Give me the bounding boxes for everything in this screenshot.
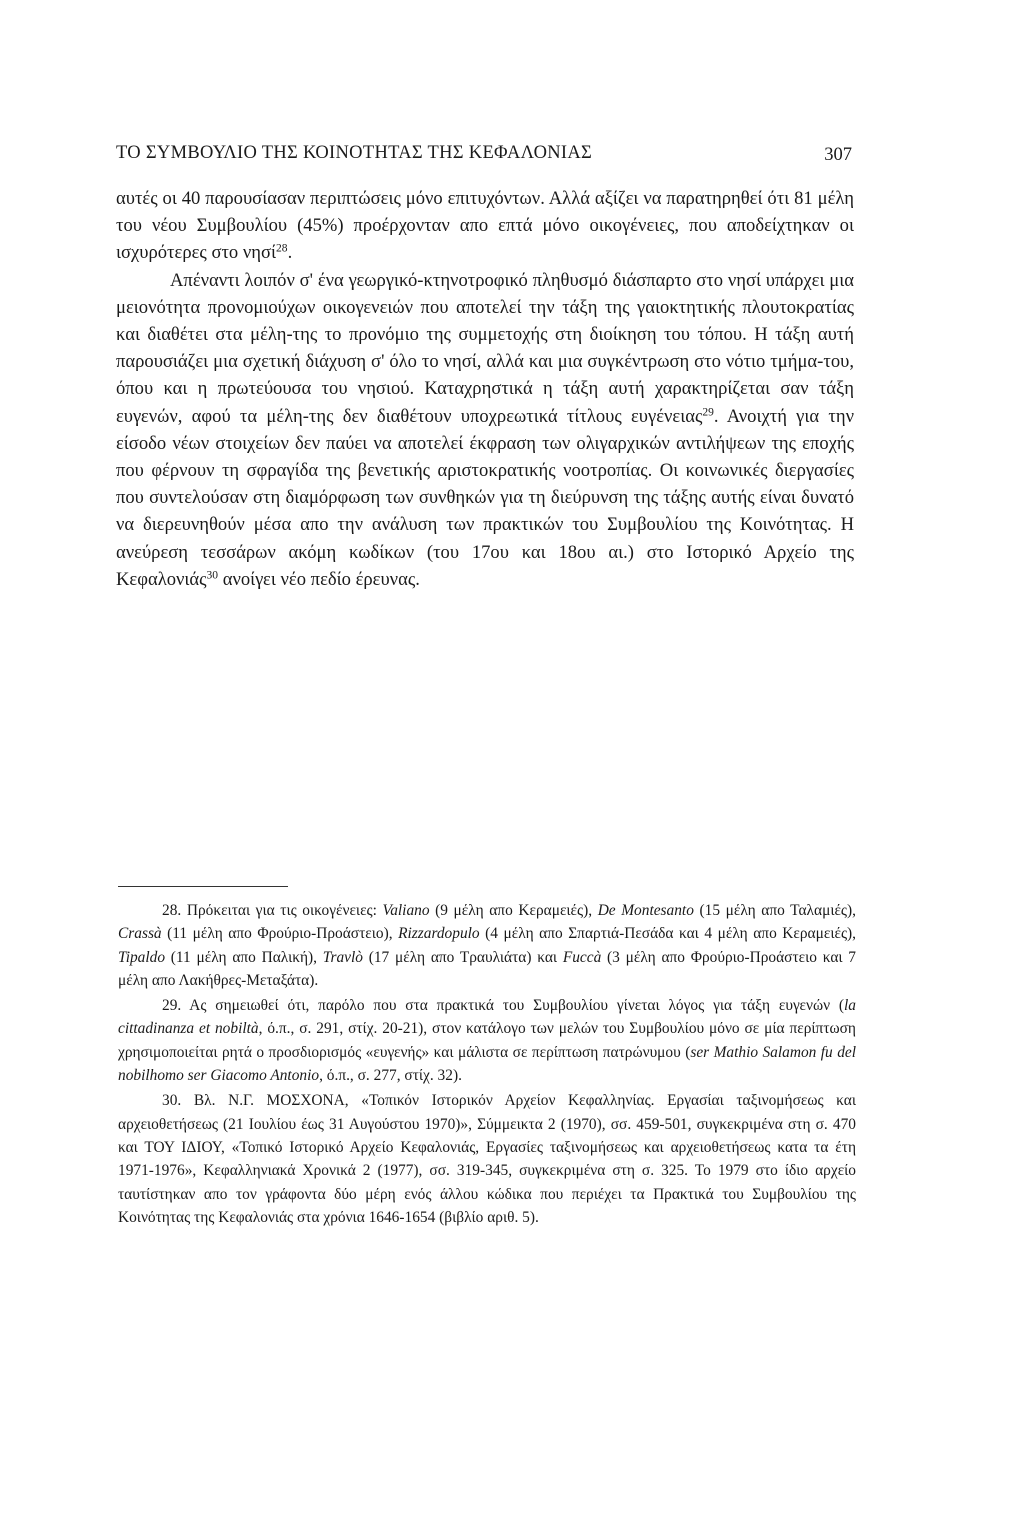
footnote-text: (3 μέλη απο Φρούριο-Προάστειο και 7 μέλη απο Λακήθρες-Μεταξάτα). — [118, 948, 856, 989]
footnote-text: (17 μέλη απο Τραυλιάτα) και — [362, 948, 563, 966]
running-header-title: ΤΟ ΣΥΜΒΟΥΛΙΟ ΤΗΣ ΚΟΙΝΟΤΗΤΑΣ ΤΗΣ ΚΕΦΑΛΟΝΙΑΣ — [116, 143, 593, 163]
footnote-28 — [118, 899, 856, 992]
footnote-separator — [118, 886, 288, 887]
main-text — [116, 185, 854, 593]
paragraph-2-text-b: . Ανοιχτή για την είσοδο νέων στοιχείων δεν παύει να αποτελεί έκφραση των ολιγαρχικών αντιλήψεων της εποχής που φέρνουν τη σφραγίδα της βενετικής αριστοκρατικής νοοτροπίας. Οι κοινωνικές διεργασίες που συντελούσαν στη διαμόρφωση των συνθηκών για τη διεύρυνση της τάξης αυτής είναι δυνατό να διερευνηθούν μέσα απο την ανάλυση των πρακτικών του Συμβουλίου της Κοινότητας. Η ανεύρεση τεσσάρων ακόμη κωδίκων (του 17ου και 18ου αι.) στο Ιστορικό Αρχείο της Κεφαλονιάς — [116, 405, 854, 590]
footnote-29 — [118, 994, 856, 1087]
footnote-text: Βλ. Ν.Γ. ΜΟΣΧΟΝΑ, «Τοπικόν Ιστορικόν Αρχείον Κεφαλληνίας. Εργασίαι ταξινομήσεως και αρχειοθετήσεως (21 Ιουλίου έως 31 Αυγούστου 1970)», Σύμμεικτα 2 (1970), σσ. 459-501, συγκεκριμένα στη σ. 470 και ΤΟΥ ΙΔΙΟΥ, «Τοπικό Ιστορικό Αρχείο Κεφαλονιάς, Εργασίες ταξινομήσεως και αρχειοθετήσεως κατα τα έτη 1971-1976», Κεφαλληνιακά Χρονικά 2 (1977), σσ. 319-345, συγκεκριμένα στη σ. 325. Το 1979 στο ίδιο αρχείο ταυτίστηκαν απο τον γράφοντα δύο μέρη ενός άλλου κώδικα που περιέχει τα Πρακτικά του Συμβουλίου της Κοινότητας της Κεφαλονιάς στα χρόνια 1646-1654 (βιβλίο αριθ. 5). — [118, 1092, 856, 1226]
paragraph-2-text-c: ανοίγει νέο πεδίο έρευνας. — [218, 568, 420, 590]
footnote-text: (11 μέλη απο Φρούριο-Προάστειο), — [161, 925, 399, 943]
family-name: Rizzardopulo — [398, 925, 480, 943]
footnote-text: , ό.π., σ. 277, στίχ. 32). — [319, 1067, 462, 1085]
footnote-ref-28: 28 — [276, 243, 288, 256]
footnote-29-number: 29. — [162, 997, 182, 1015]
paragraph-1-text: αυτές οι 40 παρουσίασαν περιπτώσεις μόνο επιτυχόντων. Αλλά αξίζει να παρατηρηθεί ότι 81 μέλη του νέου Συμβουλίου (45%) προέρχονταν απο επτά μόνο οικογένειες, που αποδείχτηκαν οι ισχυρότερες στο νησί — [116, 188, 854, 264]
footnote-text: (9 μέλη απο Κεραμειές), — [429, 902, 598, 919]
footnote-text: (11 μέλη απο Παλική), — [165, 948, 323, 966]
footnote-text: , ό.π., σ. 291, στίχ. 20-21), στον κατάλογο των μελών του Συμβουλίου μόνο σε μία περίπτωση χρησιμοποιείται ρητά ο προσδιορισμός «ευγενής» και μάλιστα σε περίπτωση πατρώνυμου ( — [118, 1020, 856, 1061]
family-name: Fuccà — [562, 948, 602, 966]
family-name: Tipaldo — [118, 948, 166, 966]
footnotes — [118, 899, 856, 1229]
paragraph-2 — [116, 267, 854, 593]
paragraph-1-tail: . — [287, 242, 293, 264]
footnote-text: Πρόκειται για τις οικογένειες: — [181, 902, 383, 919]
footnote-ref-30: 30 — [206, 569, 219, 582]
family-name: Valiano — [382, 902, 430, 919]
paragraph-2-text-a: Απέναντι λοιπόν σ' ένα γεωργικό-κτηνοτροφικό πληθυσμό διάσπαρτο στο νησί υπάρχει μια μειονότητα προνομιούχων οικογενειών που αποτελεί την τάξη της γαιοκτητικής πλουτοκρατίας και διαθέτει στα μέλη-της το προνόμιο της συμμετοχής στη διοίκηση του τόπου. Η τάξη αυτή παρουσιάζει μια σχετική διάχυση σ' όλο το νησί, αλλά και μια συγκέντρωση στο νότιο τμήμα-του, όπου και η πρωτεύουσα του νησιού. Καταχρηστικά η τάξη αυτή χαρακτηρίζεται σαν τάξη ευγενών, αφού τα μέλη-της δεν διαθέτουν υποχρεωτικά τίτλους ευγένειας — [116, 269, 854, 427]
quoted-phrase: la cittadinanza et nobiltà — [118, 997, 856, 1038]
paragraph-1 — [116, 185, 854, 267]
footnote-28-number: 28. — [162, 902, 182, 919]
footnote-30-number: 30. — [162, 1092, 182, 1110]
footnote-ref-29: 29 — [702, 406, 714, 419]
page-number: 307 — [824, 145, 852, 165]
family-name: Crassà — [118, 925, 162, 943]
quoted-phrase: ser Mathio Salamon fu del nobilhomo ser Giacomo Antonio — [118, 1043, 856, 1085]
family-name: De Montesanto — [597, 902, 694, 919]
footnote-30 — [118, 1089, 856, 1229]
footnote-text: (15 μέλη απο Ταλαμιές), — [693, 902, 857, 919]
footnote-text: (4 μέλη απο Σπαρτιά-Πεσάδα και 4 μέλη απο Κεραμειές), — [479, 925, 857, 943]
footnote-text: Ας σημειωθεί ότι, παρόλο που στα πρακτικά του Συμβουλίου γίνεται λόγος για τάξη ευγενών ( — [181, 997, 845, 1015]
family-name: Travlò — [322, 948, 363, 966]
